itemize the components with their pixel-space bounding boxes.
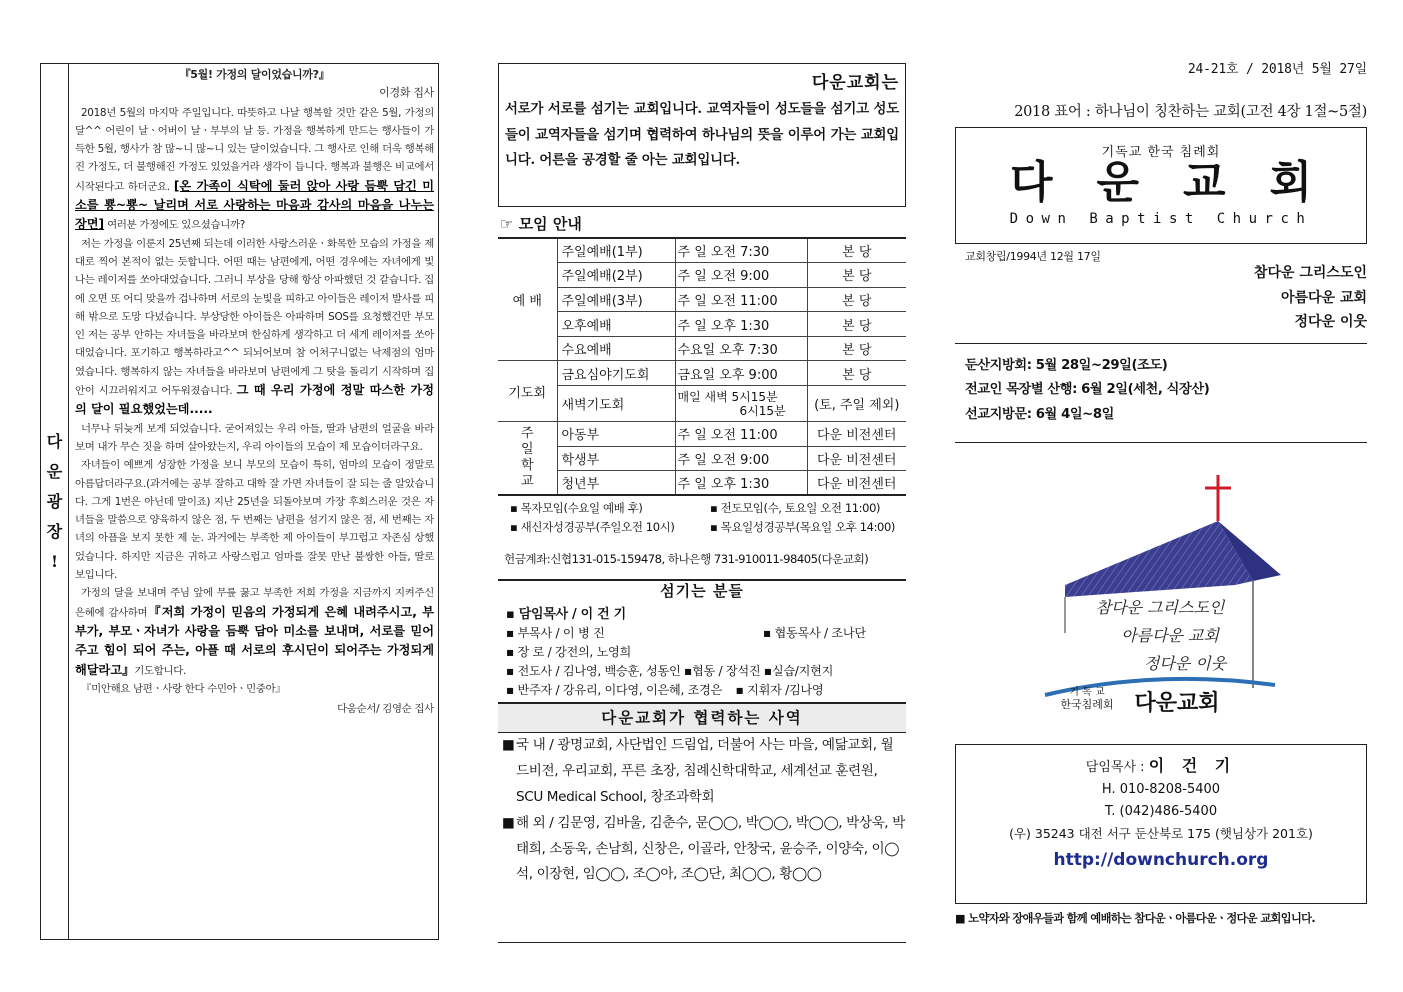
cooperation-item [502,811,906,888]
side-char: 장 [46,521,63,541]
servant-evangelists-row [506,662,906,681]
schedule-time: 수요일 오후 7:30 [675,336,807,361]
side-char: ! [50,551,59,571]
essay-title: 『5월! 가정의 달이었습니까?』 [179,68,330,81]
essay-paragraph [75,584,434,679]
side-char: 운 [46,461,63,481]
logo-line: 참다운 그리스도인 [1095,598,1225,617]
schedule-time: 주 일 오전 11:00 [675,287,807,312]
table-row [498,471,906,496]
table-row [498,263,906,288]
address: (우) 35243 대전 서구 둔산북로 175 (햇님상가 201호) [1009,826,1313,841]
logo-caption-small: 기 독 교 [1069,687,1105,698]
schedule-note: ▪ 전도모임(수, 토요일 오전 11:00) [710,501,881,516]
middle-column [498,63,906,888]
offering-account: 헌금계좌:신협131-015-159478, 하나은행 731-910011-98405(다운교회) [504,552,869,567]
schedule-place: 다운 비전센터 [807,422,906,447]
contact-pastor-row [956,755,1366,779]
servant-elders: ▪ 장 로 / 강전의, 노영희 [506,645,631,660]
church-name-english: Down Baptist Church [1009,211,1313,227]
schedule-time: 주 일 오전 9:00 [675,446,807,471]
logo-caption-big: 다운교회 [1134,691,1220,716]
servant-hyeopdong: ▪협동 / 장석진 [684,664,761,679]
schedule-name: 수요예배 [557,336,675,361]
intro-title: 다운교회는 [811,73,899,93]
issue-number: 24-21호 / 2018년 5월 27일 [1187,62,1367,77]
schedule-name: 주일예배(1부) [557,238,675,263]
schedule-place: 본 당 [807,361,906,386]
slogans [955,261,1367,335]
servant-cooperating: ▪ 협동목사 / 조나단 [763,626,866,641]
schedule-note: ▪ 목요일성경공부(목요일 오후 14:00) [710,520,895,535]
servants-list [498,605,906,700]
schedule-name: 학생부 [557,446,675,471]
schedule-name: 금요심야기도회 [557,361,675,386]
footnote: ■ 노약자와 장애우들과 함께 예배하는 참다운ㆍ아름다운ㆍ정다운 교회입니다. [955,912,1316,925]
schedule-time: 주 일 오전 9:00 [675,263,807,288]
slogan: 참다운 그리스도인 [1253,265,1367,281]
schedule-place: 본 당 [807,263,906,288]
schedule-place: 다운 비전센터 [807,471,906,496]
table-row [498,238,906,263]
divider [498,942,906,943]
denomination: 기독교 한국 침례회 [1101,145,1221,160]
servant-music-row [506,681,906,700]
essay-paragraph: 자녀들이 예쁘게 성장한 가정을 보니 부모의 모습이 특히, 엄마의 모습이 정말로 아름답더라구요.(과거에는 공부 잘하고 대학 잘 가면 자녀들이 잘 되는 줄 알았습니다. 그게 1번은 아닌데 말이죠) 지난 25년을 되돌아보며 가장 후회스러운 것은 자녀들을 말씀으로 양육하지 않은 점, 두 번째는 남편을 섬기지 않은 점, 세 번째는 자녀의 아픔을 보지 못한 제 눈. 과거에는 부족한 제 아이들이 부끄럽고 자존심 상했었습니다. 하지만 지금은 귀하고 사랑스럽고 엄마를 잘못 만난 불쌍한 아들, 딸로 보입니다. [75,459,434,582]
table-row [498,361,906,386]
essay-text: 저는 가정을 이룬지 25년째 되는데 이러한 사랑스러운ㆍ화목한 모습의 가정을 제대로 찍어 본적이 없는 듯합니다. 어떤 때는 남편에게, 어떤 경우에는 자녀에게 빛나는 레이저를 쏘아대었습니다. 그러니 부상을 당해 항상 아파했던 것 같습니다. 집에 오면 또 어디 맞을까 겁나하며 서로의 눈빛을 피하고 아이들은 레이저 발사를 피해 밖으로 도망 다녔습니다. 부상당한 아이들은 아파하며 SOS를 요청했건만 부모인 저는 공부 안하는 자녀들을 바라보며 한심하게 생각하고 더 세게 레이저를 쏘아대었습니다. 포기하고 행복하라고^^ 되뇌어보며 참 어처구니없는 낙제점의 엄마였습니다. 행복하지 않는 자녀들을 바라보며 남편에게 그 탓을 돌리기 시작하며 집안이 시끄러워지고 어두워졌습니다. [75,237,434,398]
essay-emphasis: [온 가족이 식탁에 둘러 앉아 사랑 듬뿍 담긴 미소를 뿅~뿅~ 날리며 서로 사랑하는 마음과 감사의 마음을 나누는 장면] [75,178,434,232]
servant-associate: ▪ 부목사 / 이 병 진 [506,626,605,641]
cooperation-list [498,733,906,888]
schedule-time [675,386,807,422]
square-bullet-icon: ■ [502,814,515,831]
table-row [498,336,906,361]
phone-tel: T. (042)486-5400 [1104,804,1218,819]
schedule-time: 주 일 오전 7:30 [675,238,807,263]
schedule-name: 주일예배(2부) [557,263,675,288]
essay-text: 2018년 5월의 마지막 주일입니다. 따뜻하고 나날 행복할 것만 같은 5월, 가정의 달^^ 어린이 날ㆍ어버이 날ㆍ부부의 날 등. 가정을 행복하게 만드는 행사들이 가득한 5월, 행사가 참 많~니 많~니 있는 달이었습니다. 그 행사로 인해 더욱 행복해진 가정도, 더 불행해진 가정도 있었을거라 생각이 듭니다. 행복과 불행은 비교에서 시작된다고 하더군요. [75,106,434,193]
schedule-place: 본 당 [807,312,906,337]
schedule-name: 오후예배 [557,312,675,337]
table-row [498,287,906,312]
slogan: 아름다운 교회 [1280,289,1367,306]
schedule-name: 새벽기도회 [557,386,675,422]
schedule-category: 예 배 [498,238,557,361]
church-name-box [955,127,1367,244]
servant-conductor: ▪ 지휘자 /김나영 [735,683,824,698]
side-char: 광 [46,491,63,511]
schedule-category: 기도회 [498,361,557,422]
schedule-place: 다운 비전센터 [807,446,906,471]
event-item: 둔산지방회: 5월 28일~29일(조도) [965,357,1168,373]
servant-accompanist: ▪ 반주자 / 강유리, 이다영, 이은혜, 조경은 [506,683,723,698]
column-side-label [41,64,69,939]
schedule-time: 금요일 오후 9:00 [675,361,807,386]
right-column [955,58,1367,925]
cooperation-overseas: 해 외 / 김문영, 김바울, 김춘수, 문◯◯, 박◯◯, 박◯◯, 박상욱, 박태희, 소동욱, 손남희, 신창은, 이골라, 안창국, 윤승주, 이양숙, 이◯석, 이장현, 임◯◯, 조◯아, 조◯단, 최◯◯, 황◯◯ [516,814,905,883]
schedule-table [498,237,906,496]
schedule-place: 본 당 [807,238,906,263]
year-motto: 2018 표어 : 하나님이 칭찬하는 교회(고전 4장 1절~5절) [1014,104,1367,120]
essay-text: 여러분 가정에도 있으셨습니까? [104,219,245,232]
servants-title: 섬기는 분들 [660,582,744,601]
schedule-place: (토, 주일 제외) [807,386,906,422]
essay-signature: 다움순서/ 김영순 집사 [337,703,434,716]
table-row [498,446,906,471]
church-logo [1035,473,1305,723]
cooperation-domestic: 국 내 / 광명교회, 사단법인 드림업, 더불어 사는 마을, 예닮교회, 월드비전, 우리교회, 푸른 초장, 침례신학대학교, 세계선교 훈련원, SCU Medical School, 창조과학회 [516,737,894,805]
logo-line: 아름다운 교회 [1121,626,1219,645]
logo-line: 정다운 이웃 [1143,654,1227,673]
schedule-notes [498,500,906,535]
essay-box [40,63,439,940]
servants-title-bar [498,579,906,605]
schedule-note: ▪ 목자모임(수요일 예배 후) [510,501,643,516]
schedule-time: 주 일 오전 11:00 [675,422,807,447]
events-box [955,343,1367,443]
essay-author: 이경화 집사 [379,86,434,100]
essay-body [69,64,438,939]
table-row [498,312,906,337]
church-name: 다운교회 [1009,157,1356,208]
schedule-place: 본 당 [807,287,906,312]
schedule-title: ☞ 모임 안내 [500,215,582,233]
intro-box [498,63,906,207]
event-item: 선교지방문: 6월 4일~8일 [965,406,1114,422]
essay-paragraph: 『미안해요 남편ㆍ사랑 한다 수민아ㆍ민중아』 [81,682,286,695]
schedule-name: 주일예배(3부) [557,287,675,312]
servant-row [506,624,906,643]
essay-paragraph [75,235,434,420]
essay-text: 기도합니다. [134,664,186,677]
founded-date: 교회창립/1994년 12월 17일 [965,250,1101,263]
schedule-name: 청년부 [557,471,675,496]
essay-emphasis: 그 때 우리 가정에 정말 따스한 가정의 달이 필요했었는데..... [75,383,434,417]
contact-box [955,744,1367,904]
phone-home: H. 010-8208-5400 [1101,782,1221,797]
essay-emphasis: 『저희 가정이 믿음의 가정되게 은혜 내려주시고, 부부가, 부모ㆍ자녀가 사랑을 듬뿍 담아 미소를 보내며, 서로를 믿어주고 힘이 되어 주는, 아플 때 서로의 후시딘이 되어주는 가정되게 해달라고』 [75,604,434,677]
cooperation-title: 다운교회가 협력하는 사역 [498,702,906,733]
schedule-time-line: 6시15분 [739,403,786,418]
logo-caption-small: 한국침례회 [1060,698,1114,711]
pastor-label: 담임목사 : [1085,760,1149,775]
website-link[interactable]: http://downchurch.org [1053,850,1269,870]
essay-paragraph: 너무나 뒤늦게 보게 되었습니다. 굳어져있는 우리 아들, 딸과 남편의 얼굴을 바라보며 내가 무슨 짓을 하며 살아왔는지, 우리 아이들의 모습이 제 모습이더라구요. [75,422,434,453]
cooperation-item [502,733,906,810]
schedule-category: 주 일 학 교 [498,422,557,496]
event-item: 전교인 목장별 산행: 6월 2일(세천, 식장산) [965,382,1210,397]
slogan: 정다운 이웃 [1294,314,1367,330]
schedule-place: 본 당 [807,336,906,361]
side-char: 다 [46,431,63,451]
square-bullet-icon: ■ [502,737,515,754]
schedule-time-line: 매일 새벽 5시15분 [677,389,778,404]
intro-text: 서로가 서로를 섬기는 교회입니다. 교역자들이 성도들을 섬기고 성도들이 교역자들을 섬기며 협력하여 하나님의 뜻을 이루어 가는 교회입니다. 어른을 공경할 줄 아는 교회입니다. [505,101,899,168]
essay-text: 가정의 달을 보내며 주님 앞에 무릎 꿇고 부족한 저희 가정을 지금까지 지켜주신 은혜에 감사하며 [75,587,434,619]
schedule-time: 주 일 오후 1:30 [675,312,807,337]
servant-evangelists: ▪ 전도사 / 김나영, 백승훈, 성동인 [506,664,681,679]
table-row [498,386,906,422]
schedule-time: 주 일 오후 1:30 [675,471,807,496]
servant-pastor: ▪ 담임목사 / 이 건 기 [506,607,626,623]
schedule-name: 아동부 [557,422,675,447]
table-row [498,422,906,447]
schedule-note: ▪ 새신자성경공부(주일오전 10시) [510,520,675,535]
essay-paragraph [75,104,434,235]
servant-silseung: ▪실습/지현지 [763,664,834,679]
pastor-name: 이 건 기 [1148,756,1237,775]
